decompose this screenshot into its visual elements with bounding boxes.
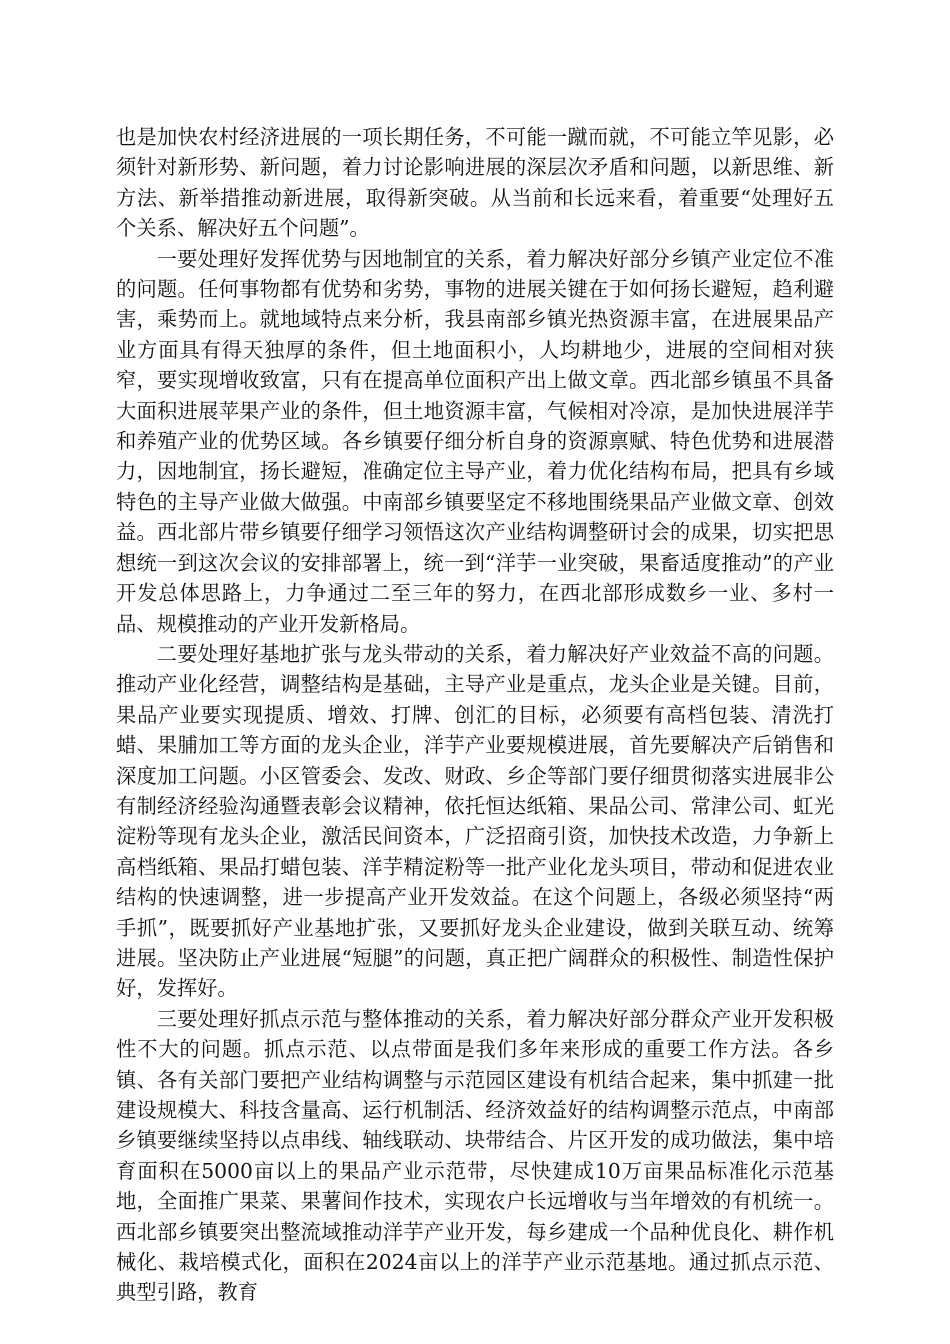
paragraph-continuation: 也是加快农村经济进展的一项长期任务，不可能一蹴而就，不可能立竿见影，必须针对新形势、新问题，着力讨论影响进展的深层次矛盾和问题，以新思维、新方法、新举措推动新进展，取得新突破。从当前和长远来看，着重要“处理好五个关系、解决好五个问题”。 <box>116 125 834 241</box>
paragraph-point-two: 二要处理好基地扩张与龙头带动的关系，着力解决好产业效益不高的问题。推动产业化经营，调整结构是基础，主导产业是重点，龙头企业是关键。目前，果品产业要实现提质、增效、打牌、创汇的目标，必须要有高档包装、清洗打蜡、果脯加工等方面的龙头企业，洋芋产业要规模进展，首先要解决产后销售和深度加工问题。小区管委会、发改、财政、乡企等部门要仔细贯彻落实进展非公有制经济经验沟通暨表彰会议精神，依托恒达纸箱、果品公司、常津公司、虹光淀粉等现有龙头企业，激活民间资本，广泛招商引资，加快技术改造，力争新上高档纸箱、果品打蜡包装、洋芋精淀粉等一批产业化龙头项目，带动和促进农业结构的快速调整，进一步提高产业开发效益。在这个问题上，各级必须坚持“两手抓”，既要抓好产业基地扩张，又要抓好龙头企业建设，做到关联互动、统筹进展。坚决防止产业进展“短腿”的问题，真正把广阔群众的积极性、制造性保护好，发挥好。 <box>116 641 834 1001</box>
document-body <box>116 122 834 1308</box>
paragraph-point-one: 一要处理好发挥优势与因地制宜的关系，着力解决好部分乡镇产业定位不准的问题。任何事物都有优势和劣势，事物的进展关键在于如何扬长避短，趋利避害，乘势而上。就地域特点来分析，我县南部乡镇光热资源丰富，在进展果品产业方面具有得天独厚的条件，但土地面积小，人均耕地少，进展的空间相对狭窄，要实现增收致富，只有在提高单位面积产出上做文章。西北部乡镇虽不具备大面积进展苹果产业的条件，但土地资源丰富，气候相对冷凉，是加快进展洋芋和养殖产业的优势区域。各乡镇要仔细分析自身的资源禀赋、特色优势和进展潜力，因地制宜，扬长避短，准确定位主导产业，着力优化结构布局，把具有乡域特色的主导产业做大做强。中南部乡镇要坚定不移地围绕果品产业做文章、创效益。西北部片带乡镇要仔细学习领悟这次产业结构调整研讨会的成果，切实把思想统一到这次会议的安排部署上，统一到“洋芋一业突破，果畜适度推动”的产业开发总体思路上，力争通过二至三年的努力，在西北部形成数乡一业、多村一品、规模推动的产业开发新格局。 <box>116 246 834 636</box>
paragraph-point-three: 三要处理好抓点示范与整体推动的关系，着力解决好部分群众产业开发积极性不大的问题。抓点示范、以点带面是我们多年来形成的重要工作方法。各乡镇、各有关部门要把产业结构调整与示范园区建设有机结合起来，集中抓建一批建设规模大、科技含量高、运行机制活、经济效益好的结构调整示范点，中南部乡镇要继续坚持以点串线、轴线联动、块带结合、片区开发的成功做法，集中培育面积在5000亩以上的果品产业示范带，尽快建成10万亩果品标准化示范基地，全面推广果菜、果薯间作技术，实现农户长远增收与当年增效的有机统一。西北部乡镇要突出整流域推动洋芋产业开发，每乡建成一个品种优良化、耕作机械化、栽培模式化，面积在2024亩以上的洋芋产业示范基地。通过抓点示范、典型引路，教育 <box>116 1006 834 1305</box>
